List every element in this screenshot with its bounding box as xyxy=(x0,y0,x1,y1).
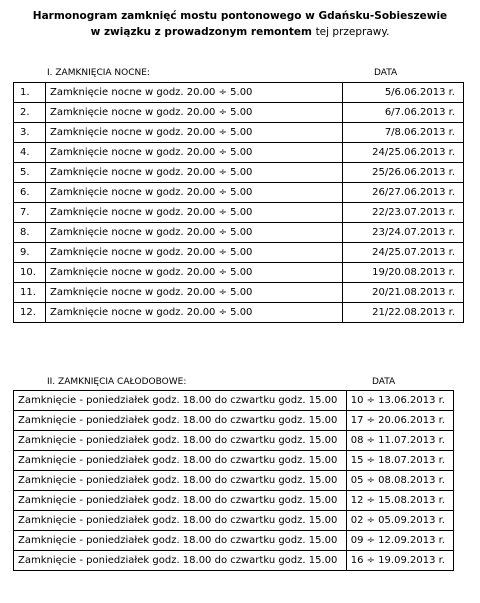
closure-date: 22/23.07.2013 r. xyxy=(343,203,464,223)
closure-description: Zamknięcie nocne w godz. 20.00 ÷ 5.00 xyxy=(46,103,343,123)
title-line-1: Harmonogram zamknięć mostu pontonowego w Gdańsku-Sobieszewie xyxy=(32,10,448,22)
closure-date: 21/22.08.2013 r. xyxy=(343,303,464,323)
closure-date: 7/8.06.2013 r. xyxy=(343,123,464,143)
closure-description: Zamknięcie nocne w godz. 20.00 ÷ 5.00 xyxy=(46,83,343,103)
closure-description: Zamknięcie nocne w godz. 20.00 ÷ 5.00 xyxy=(46,283,343,303)
table-row xyxy=(14,223,464,243)
table-row xyxy=(14,531,454,551)
table-row xyxy=(14,511,454,531)
row-number: 6. xyxy=(14,183,46,203)
closure-description: Zamknięcie nocne w godz. 20.00 ÷ 5.00 xyxy=(46,123,343,143)
title-line-2-light: tej przeprawy. xyxy=(315,26,390,38)
closure-date: 23/24.07.2013 r. xyxy=(343,223,464,243)
table-row xyxy=(14,451,454,471)
closure-description: Zamknięcie nocne w godz. 20.00 ÷ 5.00 xyxy=(46,143,343,163)
table-row xyxy=(14,83,464,103)
closure-date: 09 ÷ 12.09.2013 r. xyxy=(346,531,453,551)
table-row xyxy=(14,411,454,431)
table-row xyxy=(14,103,464,123)
table-row xyxy=(14,491,454,511)
table-row xyxy=(14,163,464,183)
table-row xyxy=(14,431,454,451)
closure-description: Zamknięcie - poniedziałek godz. 18.00 do czwartku godz. 15.00 xyxy=(14,511,347,531)
closure-description: Zamknięcie nocne w godz. 20.00 ÷ 5.00 xyxy=(46,163,343,183)
closure-date: 08 ÷ 11.07.2013 r. xyxy=(346,431,453,451)
table-row xyxy=(14,243,464,263)
closure-date: 17 ÷ 20.06.2013 r. xyxy=(346,411,453,431)
closure-description: Zamknięcie nocne w godz. 20.00 ÷ 5.00 xyxy=(46,223,343,243)
row-number: 11. xyxy=(14,283,46,303)
title-line-2 xyxy=(0,24,480,40)
row-number: 2. xyxy=(14,103,46,123)
night-closures-table xyxy=(13,82,464,323)
section1-heading: I. ZAMKNIĘCIA NOCNE: xyxy=(47,68,150,78)
closure-date: 10 ÷ 13.06.2013 r. xyxy=(346,391,453,411)
table-row xyxy=(14,203,464,223)
closure-date: 24/25.06.2013 r. xyxy=(343,143,464,163)
closure-date: 15 ÷ 18.07.2013 r. xyxy=(346,451,453,471)
table-row xyxy=(14,303,464,323)
closure-description: Zamknięcie - poniedziałek godz. 18.00 do czwartku godz. 15.00 xyxy=(14,391,347,411)
row-number: 7. xyxy=(14,203,46,223)
table-row xyxy=(14,123,464,143)
table-row xyxy=(14,183,464,203)
closure-description: Zamknięcie - poniedziałek godz. 18.00 do czwartku godz. 15.00 xyxy=(14,451,347,471)
closure-date: 02 ÷ 05.09.2013 r. xyxy=(346,511,453,531)
closure-date: 24/25.07.2013 r. xyxy=(343,243,464,263)
table-row xyxy=(14,263,464,283)
closure-description: Zamknięcie - poniedziałek godz. 18.00 do czwartku godz. 15.00 xyxy=(14,431,347,451)
row-number: 9. xyxy=(14,243,46,263)
closure-description: Zamknięcie nocne w godz. 20.00 ÷ 5.00 xyxy=(46,203,343,223)
closure-date: 16 ÷ 19.09.2013 r. xyxy=(346,551,453,571)
table-row xyxy=(14,391,454,411)
closure-description: Zamknięcie - poniedziałek godz. 18.00 do czwartku godz. 15.00 xyxy=(14,551,347,571)
closure-date: 05 ÷ 08.08.2013 r. xyxy=(346,471,453,491)
closure-description: Zamknięcie - poniedziałek godz. 18.00 do czwartku godz. 15.00 xyxy=(14,411,347,431)
table-row xyxy=(14,143,464,163)
table-row xyxy=(14,471,454,491)
row-number: 8. xyxy=(14,223,46,243)
row-number: 3. xyxy=(14,123,46,143)
closure-description: Zamknięcie - poniedziałek godz. 18.00 do czwartku godz. 15.00 xyxy=(14,471,347,491)
closure-date: 6/7.06.2013 r. xyxy=(343,103,464,123)
closure-date: 20/21.08.2013 r. xyxy=(343,283,464,303)
row-number: 10. xyxy=(14,263,46,283)
row-number: 4. xyxy=(14,143,46,163)
row-number: 5. xyxy=(14,163,46,183)
title-line-2-bold: w związku z prowadzonym remontem xyxy=(90,26,312,38)
closure-description: Zamknięcie - poniedziałek godz. 18.00 do czwartku godz. 15.00 xyxy=(14,531,347,551)
section2-date-label: DATA xyxy=(372,377,396,387)
closure-description: Zamknięcie nocne w godz. 20.00 ÷ 5.00 xyxy=(46,303,343,323)
closure-description: Zamknięcie nocne w godz. 20.00 ÷ 5.00 xyxy=(46,263,343,283)
closure-date: 25/26.06.2013 r. xyxy=(343,163,464,183)
closure-date: 5/6.06.2013 r. xyxy=(343,83,464,103)
section1-date-label: DATA xyxy=(374,68,398,78)
table-row xyxy=(14,283,464,303)
closure-date: 12 ÷ 15.08.2013 r. xyxy=(346,491,453,511)
closure-description: Zamknięcie nocne w godz. 20.00 ÷ 5.00 xyxy=(46,243,343,263)
document-title xyxy=(0,8,480,40)
closure-date: 19/20.08.2013 r. xyxy=(343,263,464,283)
full-day-closures-table xyxy=(13,390,454,571)
closure-description: Zamknięcie - poniedziałek godz. 18.00 do czwartku godz. 15.00 xyxy=(14,491,347,511)
row-number: 1. xyxy=(14,83,46,103)
table-row xyxy=(14,551,454,571)
section2-heading: II. ZAMKNIĘCIA CAŁODOBOWE: xyxy=(47,377,187,387)
closure-description: Zamknięcie nocne w godz. 20.00 ÷ 5.00 xyxy=(46,183,343,203)
closure-date: 26/27.06.2013 r. xyxy=(343,183,464,203)
row-number: 12. xyxy=(14,303,46,323)
